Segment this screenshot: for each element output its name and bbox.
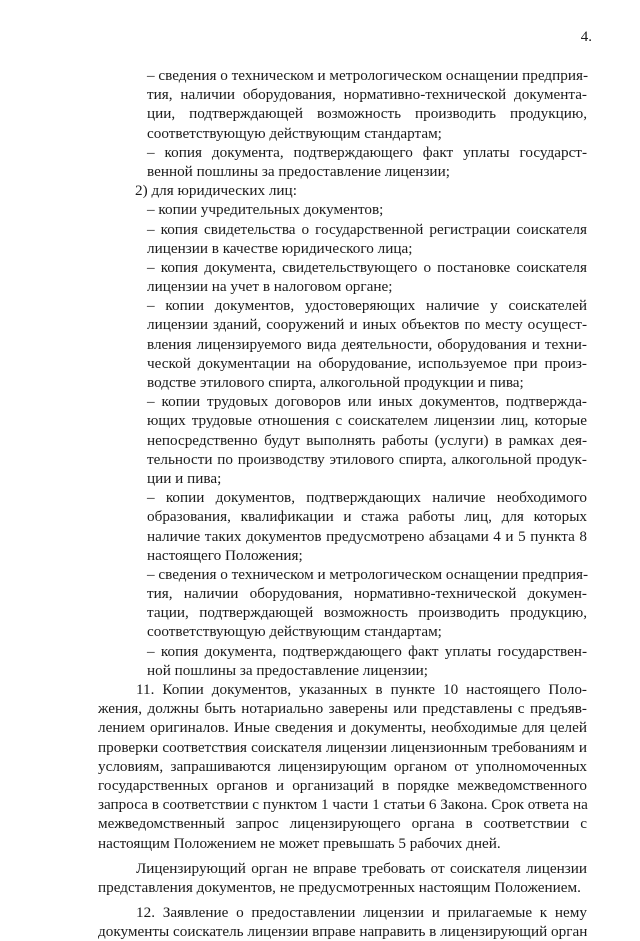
- list-line: – копия свидетельства о государственной регистрации соискателя: [147, 220, 587, 238]
- list-line: тия, наличии оборудования, нормативно-технической докумен-: [147, 585, 587, 603]
- list-line: – сведения о техническом и метрологическом оснащении предприя-: [147, 565, 589, 583]
- list-line: – копии документов, удостоверяющих наличие у соискателей: [147, 297, 587, 315]
- paragraph-line: настоящим Положением не может превышать 5 рабочих дней.: [98, 834, 501, 852]
- paragraph-line: запроса в соответствии с пунктом 1 части 1 статьи 6 Закона. Срок ответа на: [98, 796, 588, 814]
- list-line: соответствующую действующим стандартам;: [147, 124, 442, 142]
- item-2-heading-text: 2) для юридических лиц:: [135, 182, 297, 200]
- paragraph-line: Лицензирующий орган не вправе требовать от соискателя лицензии: [136, 859, 587, 877]
- paragraph-line: проверки соответствия соискателя лицензии лицензионным требованиям и: [98, 738, 587, 756]
- paragraph-line: 12. Заявление о предоставлении лицензии и прилагаемые к нему: [136, 904, 587, 922]
- paragraph-line: жения, должны быть нотариально заверены или представлены с предъяв-: [98, 700, 587, 718]
- list-line: ной пошлины за предоставление лицензии;: [147, 661, 428, 679]
- list-line: – копии учредительных документов;: [147, 201, 384, 219]
- list-line: лицензии в качестве юридического лица;: [147, 239, 413, 257]
- list-line: – копии документов, подтверждающих наличие необходимого: [147, 489, 587, 507]
- list-line: ции и пива;: [147, 469, 222, 487]
- list-line: лицензии зданий, сооружений и иных объектов по месту осущест-: [147, 316, 587, 334]
- document-body: [98, 66, 589, 941]
- list-line: тации, подтверждающей возможность производить продукцию,: [147, 604, 587, 622]
- paragraph-line: условиям, запрашиваются лицензирующим органом от уполномоченных: [98, 757, 587, 775]
- list-line: ющих трудовые отношения с соискателем лицензии лиц, которые: [147, 412, 587, 430]
- list-line: ции, подтверждающей возможность производить продукцию,: [147, 105, 587, 123]
- paragraph-licensing-authority: [98, 859, 587, 897]
- paragraph-line: государственных органов и организаций в порядке межведомственного: [98, 776, 587, 794]
- list-line: вления лицензируемого вида деятельности, оборудования и техни-: [147, 335, 587, 353]
- paragraph-11: [98, 680, 587, 853]
- paragraph-12: [98, 903, 587, 941]
- list-line: соответствующую действующим стандартам;: [147, 623, 442, 641]
- list-line: ческой документации на оборудование, используемое при произ-: [147, 354, 587, 372]
- list-line: настоящего Положения;: [147, 546, 303, 564]
- list-line: непосредственно будут выполнять работы (услуги) в рамках дея-: [147, 431, 587, 449]
- paragraph-line: представления документов, не предусмотренных настоящим Положением.: [98, 878, 581, 896]
- page-number: 4.: [580, 29, 592, 45]
- paragraph-line: лением оригиналов. Иные сведения и документы, необходимые для целей: [98, 719, 587, 737]
- list-line: венной пошлины за предоставление лицензии;: [147, 162, 450, 180]
- list-line: водстве этилового спирта, алкогольной продукции и пива;: [147, 374, 524, 391]
- paragraph-line: 11. Копии документов, указанных в пункте 10 настоящего Поло-: [136, 681, 587, 698]
- list-line: – копия документа, подтверждающего факт уплаты государст-: [147, 143, 587, 161]
- paragraph-line: документы соискатель лицензии вправе направить в лицензирующий орган: [98, 923, 588, 941]
- list-line: лицензии на учет в налоговом органе;: [147, 278, 393, 296]
- list-line: наличие таких документов предусмотрено абзацами 4 и 5 пункта 8: [147, 527, 587, 545]
- item-2-heading: [135, 181, 587, 200]
- list-block-individuals-tail: [147, 66, 587, 181]
- list-line: – копия документа, свидетельствующего о постановке соискателя: [147, 258, 587, 276]
- list-line: тельности по производству этилового спирта, алкогольной продук-: [147, 450, 587, 468]
- list-block-legal-entities: [147, 200, 587, 680]
- list-line: – копии трудовых договоров или иных документов, подтвержда-: [147, 393, 587, 411]
- list-line: образования, квалификации и стажа работы лиц, для которых: [147, 508, 587, 526]
- list-line: тия, наличии оборудования, нормативно-технической документа-: [147, 86, 587, 104]
- list-line: – копия документа, подтверждающего факт уплаты государствен-: [147, 642, 587, 660]
- paragraph-line: межведомственный запрос лицензирующего органа в соответствии с: [98, 815, 587, 833]
- list-line: – сведения о техническом и метрологическом оснащении предприя-: [147, 67, 589, 84]
